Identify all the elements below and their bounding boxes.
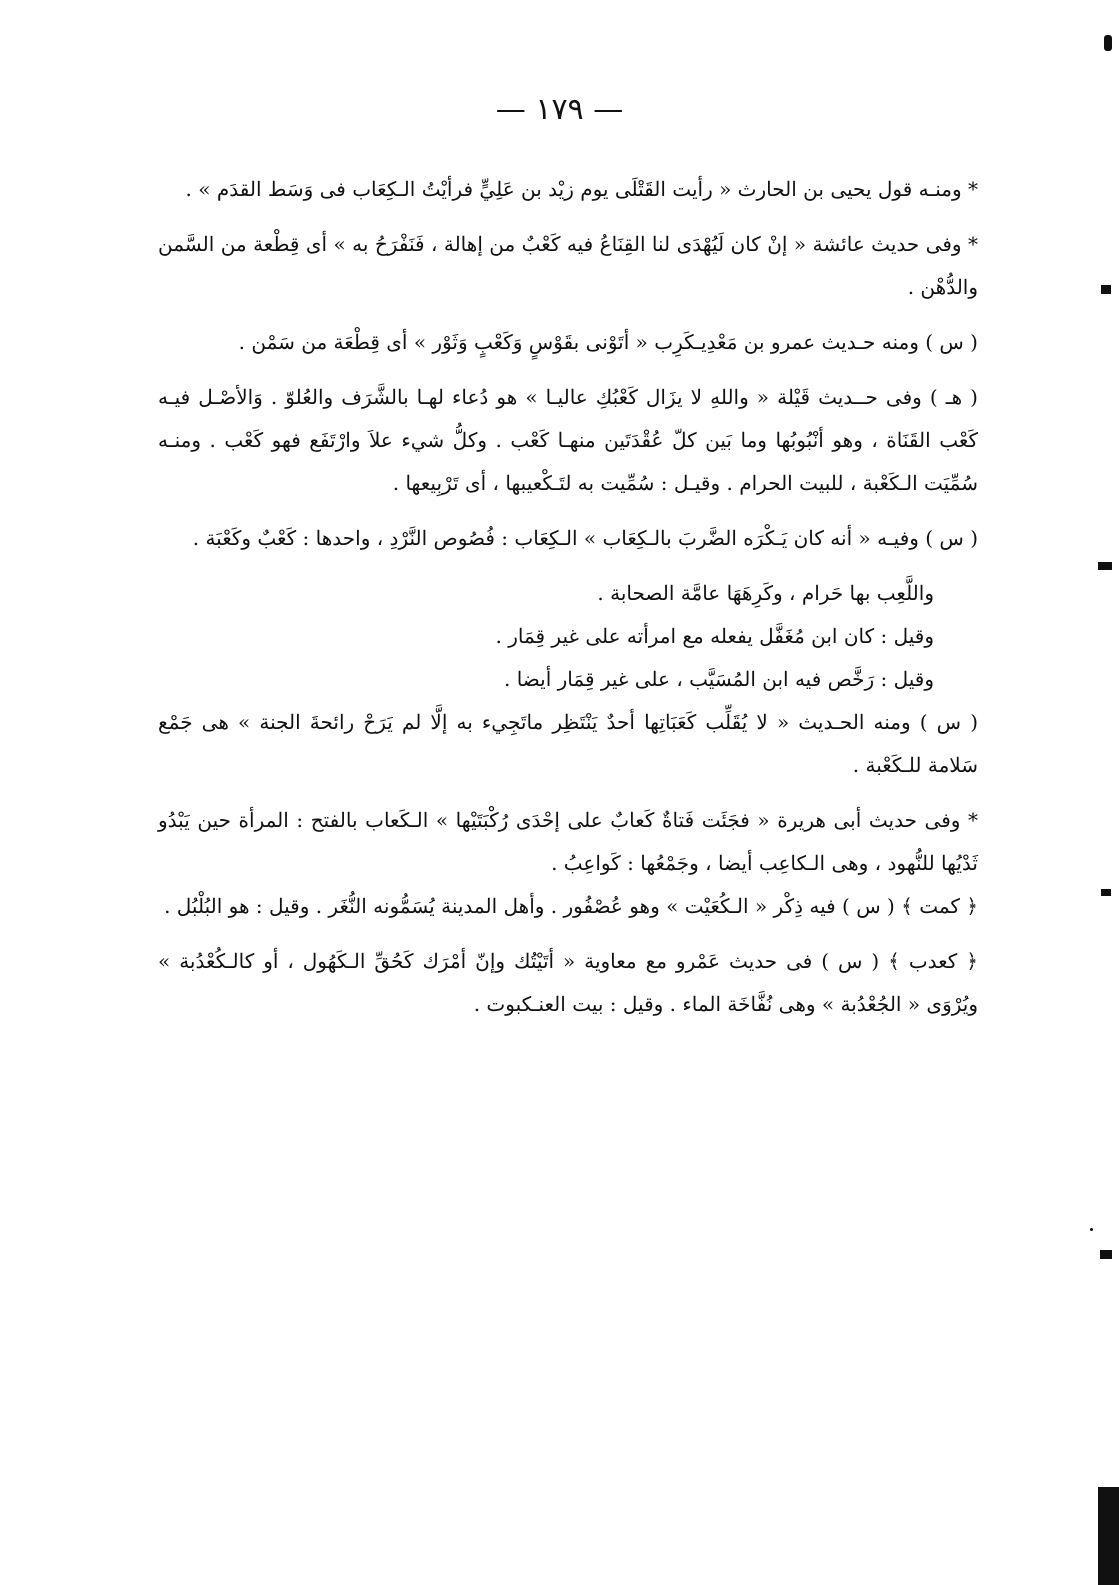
paragraph-gap xyxy=(158,560,978,572)
scan-edge-mark xyxy=(1101,889,1111,896)
paragraph-yahya-hadith: * ومنـه قول يحيى بن الحارث « رأيت القَتْلَى يوم زيْد بن عَلِيٍّ فرأيْتُ الـكِعَاب فى وَسَط القدَم » . xyxy=(185,177,978,201)
page-number: — ١٧٩ — xyxy=(495,92,624,127)
scan-edge-mark xyxy=(1104,35,1112,51)
paragraph-qayla-hadith: ( هـ ) وفى حــديث قَيْلة « واللهِ لا يزَال كَعْبُكِ عاليـا » هو دُعاء لهـا بالشَّرَف والعُلوّ . وَالأصْـل فيـه كَعْب القَنَاة ، وهو أنْبُوبُها وما بَين كلّ عُقْدَتَين منهـا كَعْب . وكلُّ شيء علاَ وارْتَفَع فهو كَعْب . ومنـه سُمِّيَت الـكَعْبة ، للبيت الحرام . وقيـل : سُمِّيت به لتَـكْعيبها ، أى تَرْبِيعها . xyxy=(158,385,978,495)
indented-line-3: وقيل : رَخَّص فيه ابن المُسَيَّب ، على غير قِمَار أيضا . xyxy=(504,667,934,691)
entry-kumayt: ﴿ كمت ﴾ ( س ) فيه ذِكْر « الـكُعَيْت » وهو عُصْفُور . وأهل المدينة يُسَمُّونه النُّغَر . وقيل : هو البُلْبُل . xyxy=(164,894,978,918)
scan-edge-mark xyxy=(1100,1250,1112,1259)
paragraph-gap xyxy=(158,787,978,799)
scan-edge-mark xyxy=(1098,562,1112,570)
paragraph-kiab-dice: ( س ) وفيـه « أنه كان يَـكْرَه الضَّربَ بالـكِعَاب » الـكِعَاب : فُصُوص النَّرْدِ ، واحدها : كَعْبٌ وكَعْبَة . xyxy=(192,526,978,550)
paragraph-gap xyxy=(158,211,978,223)
indented-line-2: وقيل : كان ابن مُغَفَّل يفعله مع امرأته على غير قِمَار . xyxy=(495,624,934,648)
paragraph-gap xyxy=(158,505,978,517)
body-text xyxy=(158,168,978,1026)
indented-line-1: واللَّعِب بها حَرام ، وكَرِهَهَا عامَّة الصحابة . xyxy=(597,581,934,605)
paragraph-abu-hurayra-hadith: * وفى حديث أبى هريرة « فجَئَت فَتاةٌ كَعابٌ على إحْدَى رُكْبَتَيْها » الـكَعاب بالفتح : المرأة حين يَبْدُو ثَدْيُها للنُّهود ، وهى الـكاعِب أيضا ، وجَمْعُها : كَواعِبُ . xyxy=(158,808,978,875)
paragraph-kaabat-hadith: ( س ) ومنه الحـديث « لا يُقَلِّب كَعَبَاتِها أحدٌ يَنْتَظِر ماتَجِيء به إلَّا لم يَرَحْ رائحةَ الجنة » هى جَمْع سَلامة للـكَعْبة . xyxy=(158,710,978,777)
paragraph-gap xyxy=(158,364,978,376)
paragraph-amr-hadith: ( س ) ومنه حـديث عمرو بن مَعْدِيـكَرِب « أتَوْنى بقَوْسٍ وَكَعْبٍ وَثَوْر » أى قِطْعَة من سَمْن . xyxy=(238,330,978,354)
paragraph-aisha-hadith: * وفى حديث عائشة « إنْ كان لَيُهْدَى لنا القِنَاعُ فيه كَعْبٌ من إهالة ، فَنَفْرَحُ به » أى قِطْعة من السَّمن والدُّهْن . xyxy=(158,232,978,299)
scan-edge-mark xyxy=(1090,1228,1093,1231)
scan-edge-mark xyxy=(1098,1487,1119,1585)
paragraph-gap xyxy=(158,928,978,940)
entry-kudba: ﴿ كعدب ﴾ ( س ) فى حديث عَمْرو مع معاوية « أتَيْتُك وإنّ أمْرَك كَحُقِّ الـكَهُول ، أو كالـكُعْدُبة » ويُرْوَى « الجُعْدُبة » وهى نُفَّاخَة الماء . وقيل : بيت العنـكبوت . xyxy=(158,949,978,1016)
paragraph-gap xyxy=(158,309,978,321)
scan-edge-mark xyxy=(1101,285,1111,294)
